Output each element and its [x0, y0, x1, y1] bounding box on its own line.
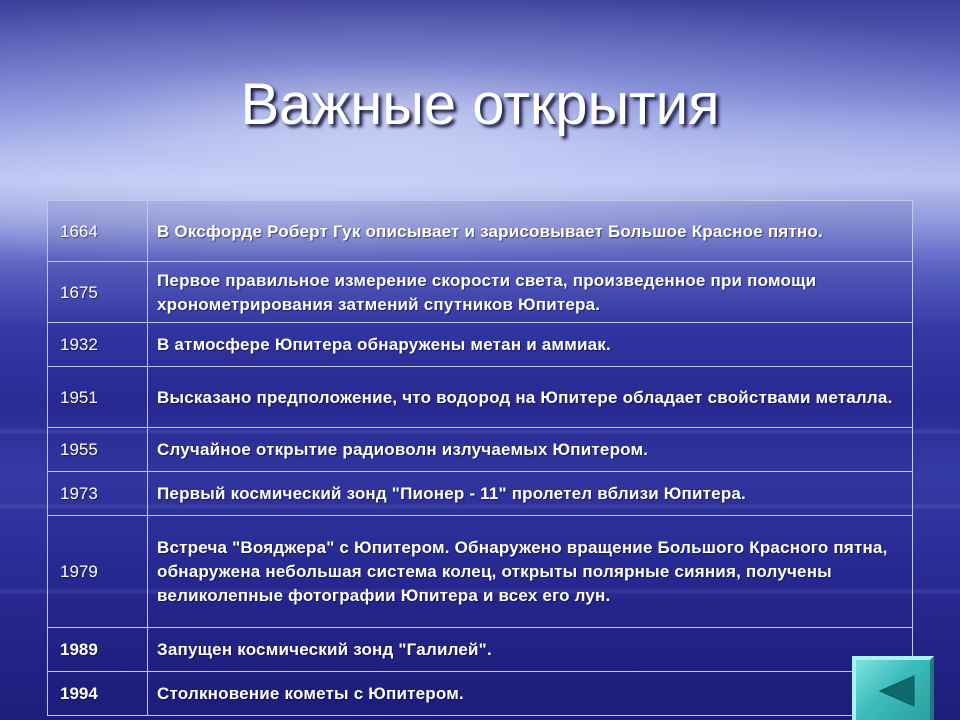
- slide-title: Важные открытия: [240, 72, 720, 137]
- description-cell: Высказано предположение, что водород на Юпитере обладает свойствами металла.: [148, 367, 913, 428]
- table-row: [48, 428, 913, 472]
- year-cell: 1989: [48, 628, 148, 672]
- back-button[interactable]: [852, 656, 934, 720]
- year-cell: 1994: [48, 672, 148, 716]
- table-row: [48, 672, 913, 716]
- table-row: [48, 262, 913, 323]
- description-cell: В атмосфере Юпитера обнаружены метан и аммиак.: [148, 323, 913, 367]
- table-row: [48, 516, 913, 628]
- year-cell: 1973: [48, 472, 148, 516]
- table-row: [48, 323, 913, 367]
- year-cell: 1675: [48, 262, 148, 323]
- table-row: [48, 201, 913, 262]
- year-cell: 1664: [48, 201, 148, 262]
- year-cell: 1955: [48, 428, 148, 472]
- discoveries-table: [47, 200, 913, 716]
- triangle-left-icon: [878, 674, 916, 708]
- year-cell: 1932: [48, 323, 148, 367]
- description-cell: Первый космический зонд "Пионер - 11" пролетел вблизи Юпитера.: [148, 472, 913, 516]
- description-cell: Столкновение кометы с Юпитером.: [148, 672, 913, 716]
- year-cell: 1979: [48, 516, 148, 628]
- description-cell: Запущен космический зонд "Галилей".: [148, 628, 913, 672]
- table-row: [48, 367, 913, 428]
- table-row: [48, 472, 913, 516]
- description-cell: Первое правильное измерение скорости света, произведенное при помощи хронометрирования затмений спутников Юпитера.: [148, 262, 913, 323]
- description-cell: В Оксфорде Роберт Гук описывает и зарисовывает Большое Красное пятно.: [148, 201, 913, 262]
- year-cell: 1951: [48, 367, 148, 428]
- description-cell: Случайное открытие радиоволн излучаемых Юпитером.: [148, 428, 913, 472]
- description-cell: Встреча "Вояджера" с Юпитером. Обнаружено вращение Большого Красного пятна, обнаружена небольшая система колец, открыты полярные сияния, получены великолепные фотографии Юпитера и всех его лун.: [148, 516, 913, 628]
- table-row: [48, 628, 913, 672]
